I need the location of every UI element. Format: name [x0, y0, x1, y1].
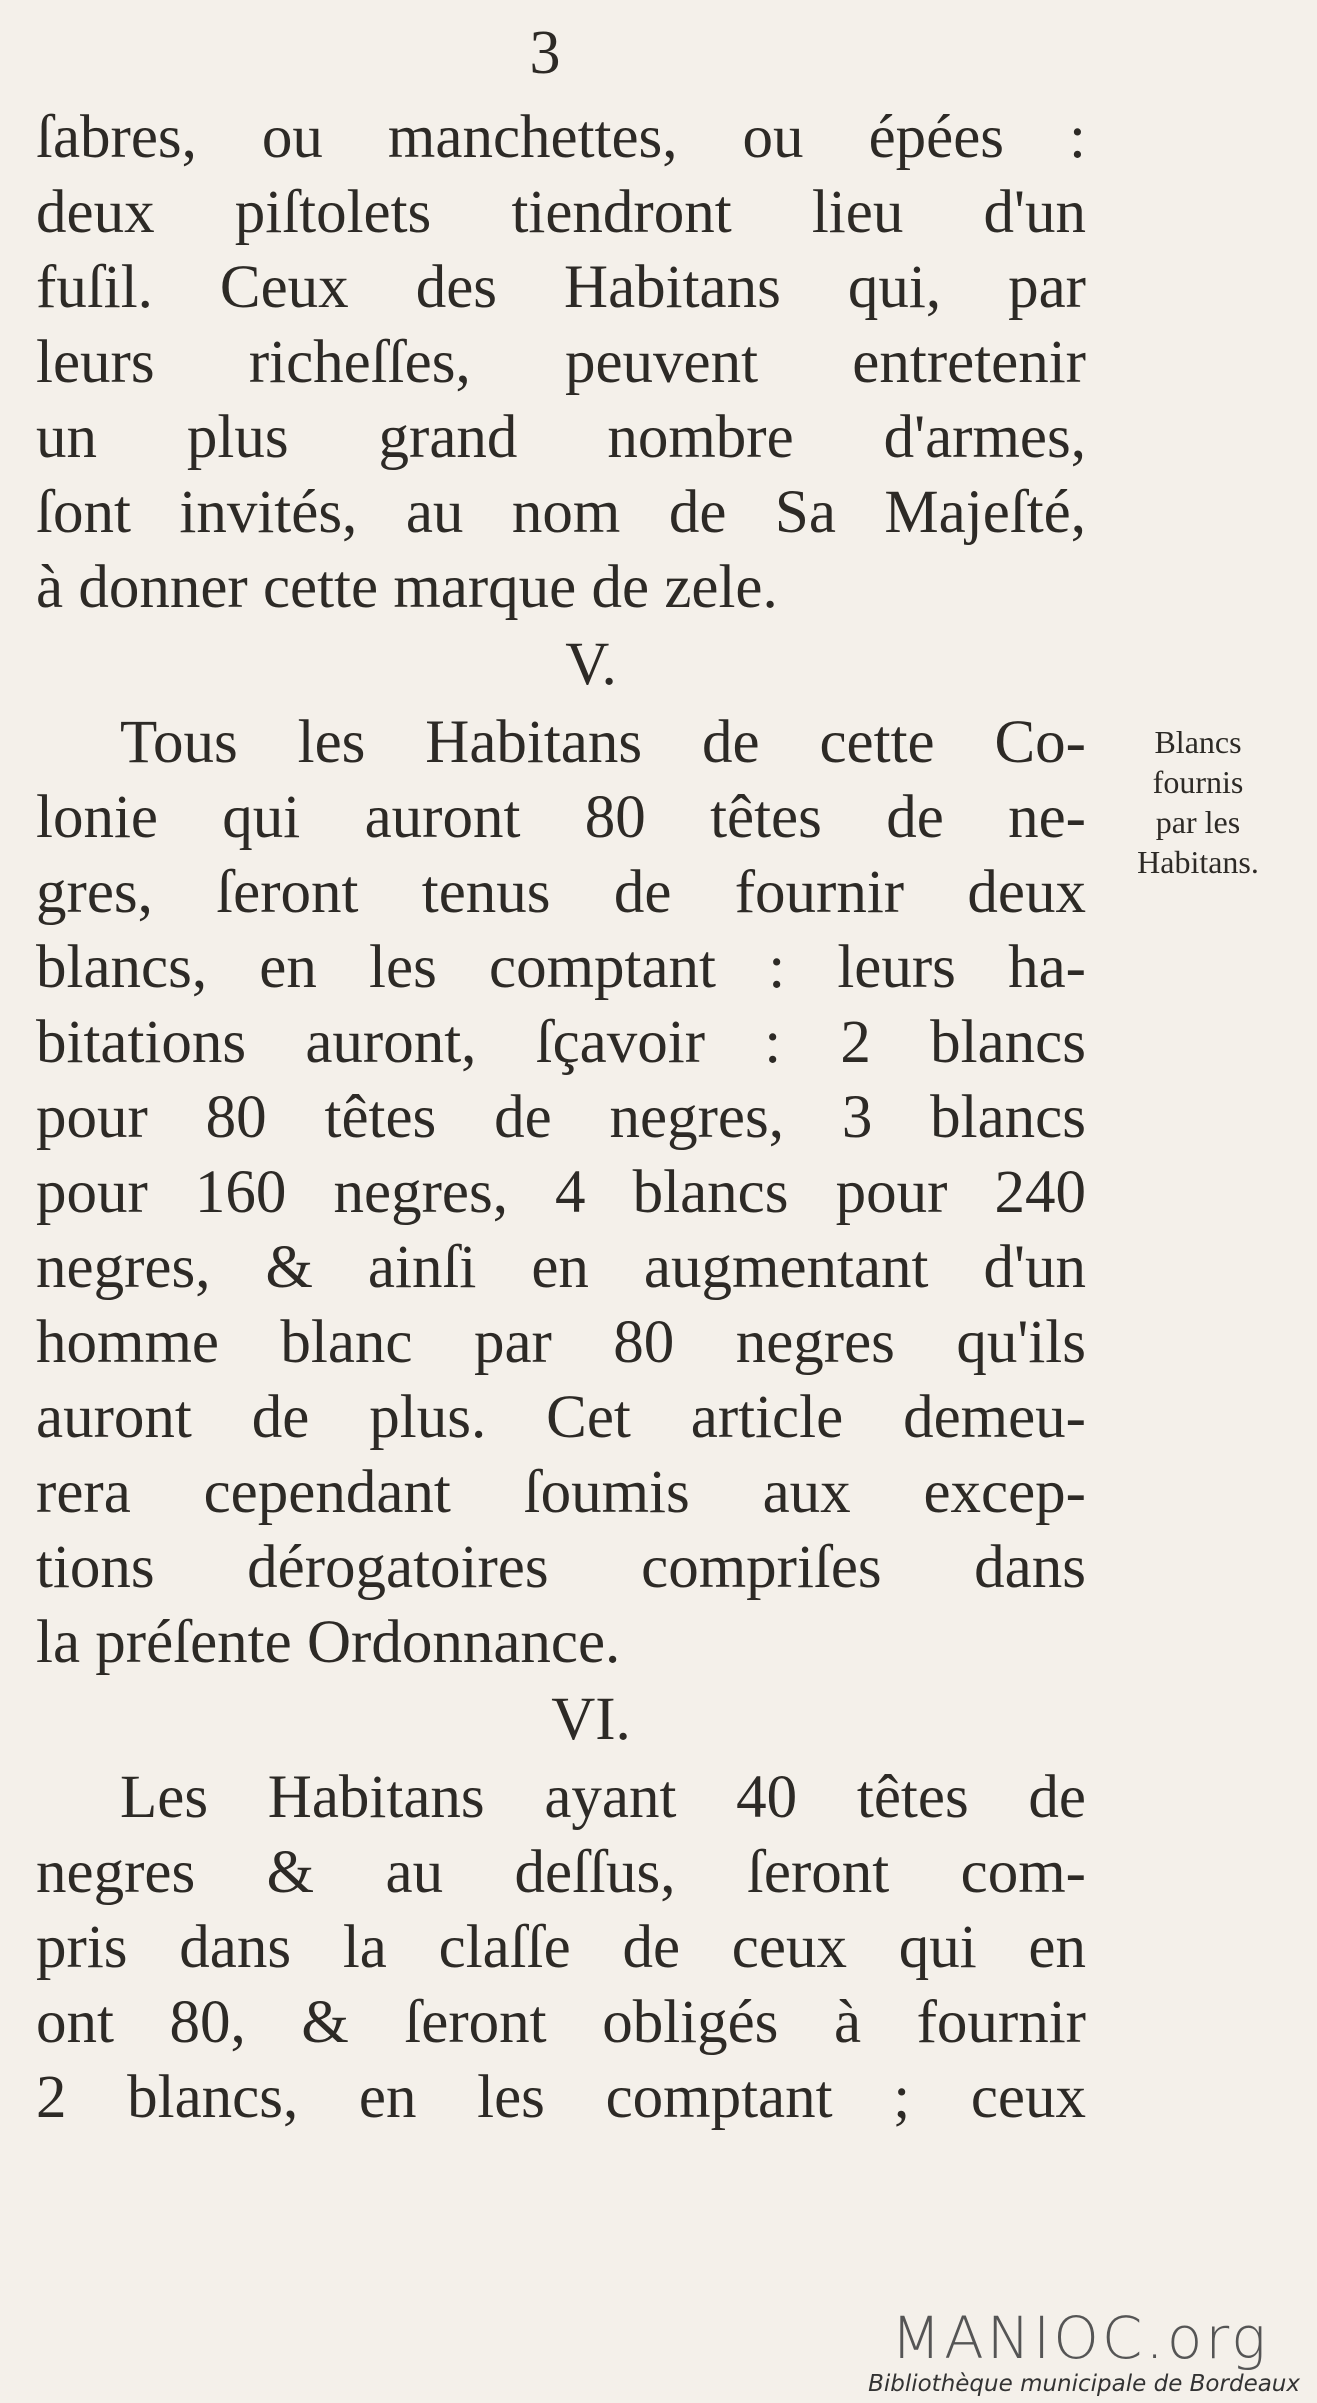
margin-note-line: Blancs [1154, 724, 1242, 760]
text-line: Les Habitans ayant 40 têtes de [120, 1764, 1086, 1831]
margin-note-line: Habitans. [1137, 844, 1259, 880]
text-line: 2 blancs, en les comptant ; ceux [36, 2064, 1086, 2131]
library-credit: Bibliothèque municipale de Bordeaux [868, 2371, 1300, 2397]
text-line: à donner cette marque de zele. [36, 554, 778, 621]
watermark [860, 2304, 1300, 2400]
text-line: pris dans la claſſe de ceux qui en [36, 1914, 1086, 1981]
text-line: Tous les Habitans de cette Co- [120, 709, 1086, 776]
text-line: bitations auront, ſçavoir : 2 blancs [36, 1009, 1086, 1076]
text-line: ſabres, ou manchettes, ou épées : [36, 104, 1086, 171]
text-line: la préſente Ordonnance. [36, 1609, 621, 1676]
body-text [36, 100, 1086, 2135]
page-number: 3 [529, 19, 561, 87]
margin-note-line: par les [1155, 804, 1241, 840]
text-line: deux piſtolets tiendront lieu d'un [36, 179, 1086, 246]
text-line: negres & au deſſus, ſeront com- [36, 1839, 1086, 1906]
text-line: ſont invités, au nom de Sa Majeſté, [36, 479, 1086, 546]
text-line: pour 80 têtes de negres, 3 blancs [36, 1084, 1086, 1151]
text-line: blancs, en les comptant : leurs ha- [36, 934, 1086, 1001]
margin-note-line: fournis [1152, 764, 1244, 800]
text-line: un plus grand nombre d'armes, [36, 404, 1086, 471]
margin-note [1098, 722, 1298, 882]
text-line: ont 80, & ſeront obligés à fournir [36, 1989, 1086, 2056]
text-line: auront de plus. Cet article demeu- [36, 1384, 1086, 1451]
text-line: gres, ſeront tenus de fournir deux [36, 859, 1086, 926]
text-line: rera cependant ſoumis aux excep- [36, 1459, 1086, 1526]
text-line: lonie qui auront 80 têtes de ne- [36, 784, 1086, 851]
manioc-logo: MANIOC.org [891, 2304, 1269, 2372]
text-line: homme blanc par 80 negres qu'ils [36, 1309, 1086, 1376]
article-heading-vi: VI. [551, 1686, 631, 1753]
text-line: tions dérogatoires compriſes dans [36, 1534, 1086, 1601]
text-line: fuſil. Ceux des Habitans qui, par [36, 254, 1086, 321]
text-line: leurs richeſſes, peuvent entretenir [36, 329, 1086, 396]
text-line: pour 160 negres, 4 blancs pour 240 [36, 1159, 1086, 1226]
article-heading-v: V. [565, 631, 617, 698]
text-line: negres, & ainſi en augmentant d'un [36, 1234, 1086, 1301]
